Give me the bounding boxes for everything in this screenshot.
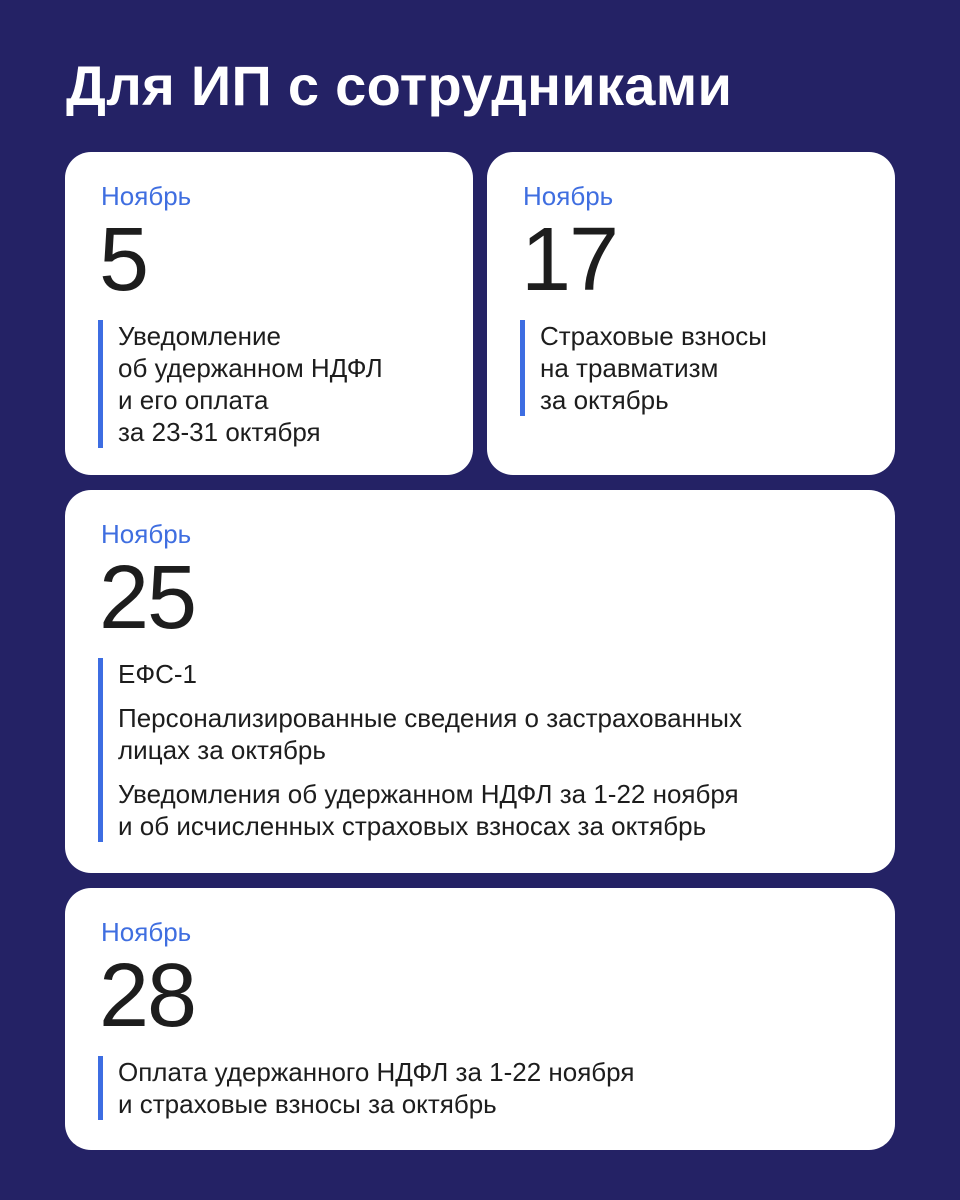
description-line: ЕФС-1 [118,659,198,689]
card-day: 25 [99,548,196,648]
card-month: Ноябрь [101,181,192,211]
description-line: за октябрь [540,385,669,415]
description-paragraph [118,778,742,842]
deadline-card-nov-28 [65,888,895,1150]
description-line: за 23-31 октября [118,417,321,447]
description-line: и его оплата [118,385,269,415]
description-line: на травматизм [540,353,719,383]
description-line: Страховые взносы [540,321,767,351]
description-paragraph [118,1056,634,1120]
description-line: Уведомление [118,321,281,351]
card-description [98,1056,634,1120]
description-line: об удержанном НДФЛ [118,353,383,383]
deadline-card-nov-5 [65,152,473,475]
deadline-card-nov-25 [65,490,895,873]
card-month: Ноябрь [523,181,614,211]
deadline-card-nov-17 [487,152,895,475]
description-paragraph [118,702,742,766]
description-line: и страховые взносы за октябрь [118,1089,497,1119]
description-line: и об исчисленных страховых взносах за октябрь [118,811,707,841]
description-paragraph [118,658,742,690]
description-line: Оплата удержанного НДФЛ за 1-22 ноября [118,1057,635,1087]
description-line: Уведомления об удержанном НДФЛ за 1-22 ноября [118,779,739,809]
description-line: Персонализированные сведения о застрахованных [118,703,742,733]
card-month: Ноябрь [101,519,192,549]
card-description [98,658,742,842]
page-title: Для ИП с сотрудниками [66,54,733,117]
description-paragraph [118,320,383,448]
card-day: 5 [99,210,148,310]
card-month: Ноябрь [101,917,192,947]
card-description [520,320,767,416]
card-day: 17 [521,210,618,310]
description-paragraph [540,320,767,416]
card-day: 28 [99,946,196,1046]
description-line: лицах за октябрь [118,735,326,765]
card-description [98,320,383,448]
